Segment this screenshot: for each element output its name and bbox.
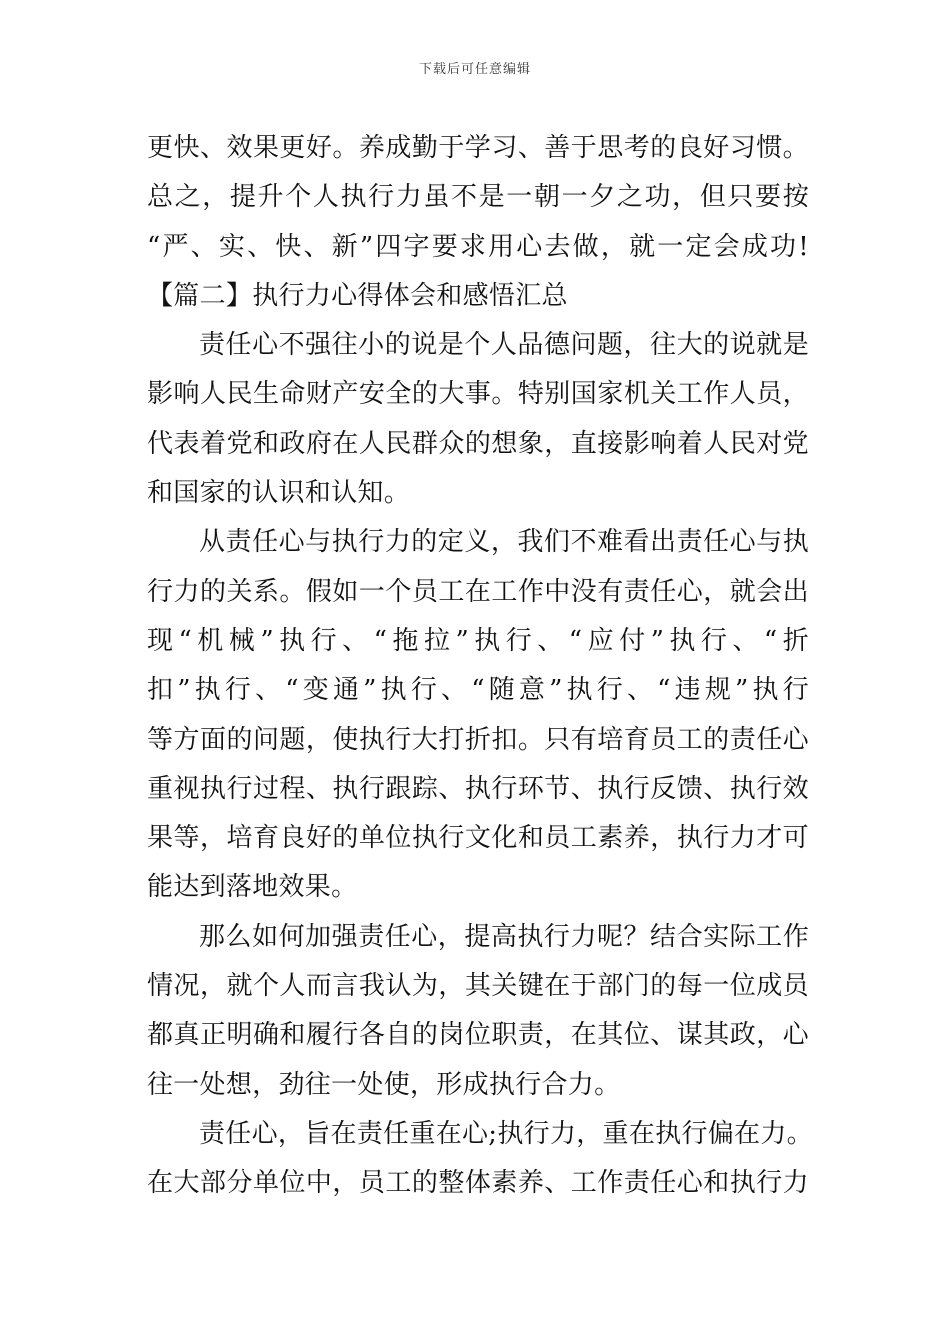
text-line: 扣”执行、“变通”执行、“随意”执行、“违规”执行 (147, 675, 809, 706)
text-line: 等方面的问题，使执行大打折扣。只有培育员工的责任心 (147, 724, 809, 755)
text-line: “严、实、快、新”四字要求用心去做，就一定会成功! (147, 231, 809, 262)
text-line: 代表着党和政府在人民群众的想象，直接影响着人民对党 (147, 428, 809, 459)
text-line: 【篇二】执行力心得体会和感悟汇总 (147, 280, 568, 311)
document-body (147, 124, 813, 1209)
text-line: 能达到落地效果。 (147, 872, 358, 903)
text-line: 总之，提升个人执行力虽不是一朝一夕之功，但只要按 (147, 182, 809, 213)
text-line: 现“机械”执行、“拖拉”执行、“应付”执行、“折 (147, 625, 809, 656)
text-line: 那么如何加强责任心，提高执行力呢？结合实际工作 (199, 921, 809, 952)
text-line: 重视执行过程、执行跟踪、执行环节、执行反馈、执行效 (147, 773, 809, 804)
text-line: 责任心不强往小的说是个人品德问题，往大的说就是 (199, 330, 809, 361)
text-line: 从责任心与执行力的定义，我们不难看出责任心与执 (199, 527, 809, 558)
text-line: 情况，就个人而言我认为，其关键在于部门的每一位成员 (147, 971, 809, 1002)
text-line: 在大部分单位中，员工的整体素养、工作责任心和执行力 (147, 1168, 809, 1199)
text-line: 果等，培育良好的单位执行文化和员工素养，执行力才可 (147, 823, 809, 854)
text-line: 更快、效果更好。养成勤于学习、善于思考的良好习惯。 (147, 133, 809, 163)
text-line: 都真正明确和履行各自的岗位职责，在其位、谋其政，心 (147, 1020, 809, 1051)
text-line: 往一处想，劲往一处使，形成执行合力。 (147, 1069, 621, 1100)
page-header: 下载后可任意编辑 (418, 62, 531, 77)
text-line: 责任心，旨在责任重在心;执行力，重在执行偏在力。 (199, 1118, 813, 1149)
text-line: 和国家的认识和认知。 (147, 478, 411, 509)
text-line: 行力的关系。假如一个员工在工作中没有责任心，就会出 (147, 576, 809, 607)
text-line: 影响人民生命财产安全的大事。特别国家机关工作人员， (147, 379, 809, 410)
